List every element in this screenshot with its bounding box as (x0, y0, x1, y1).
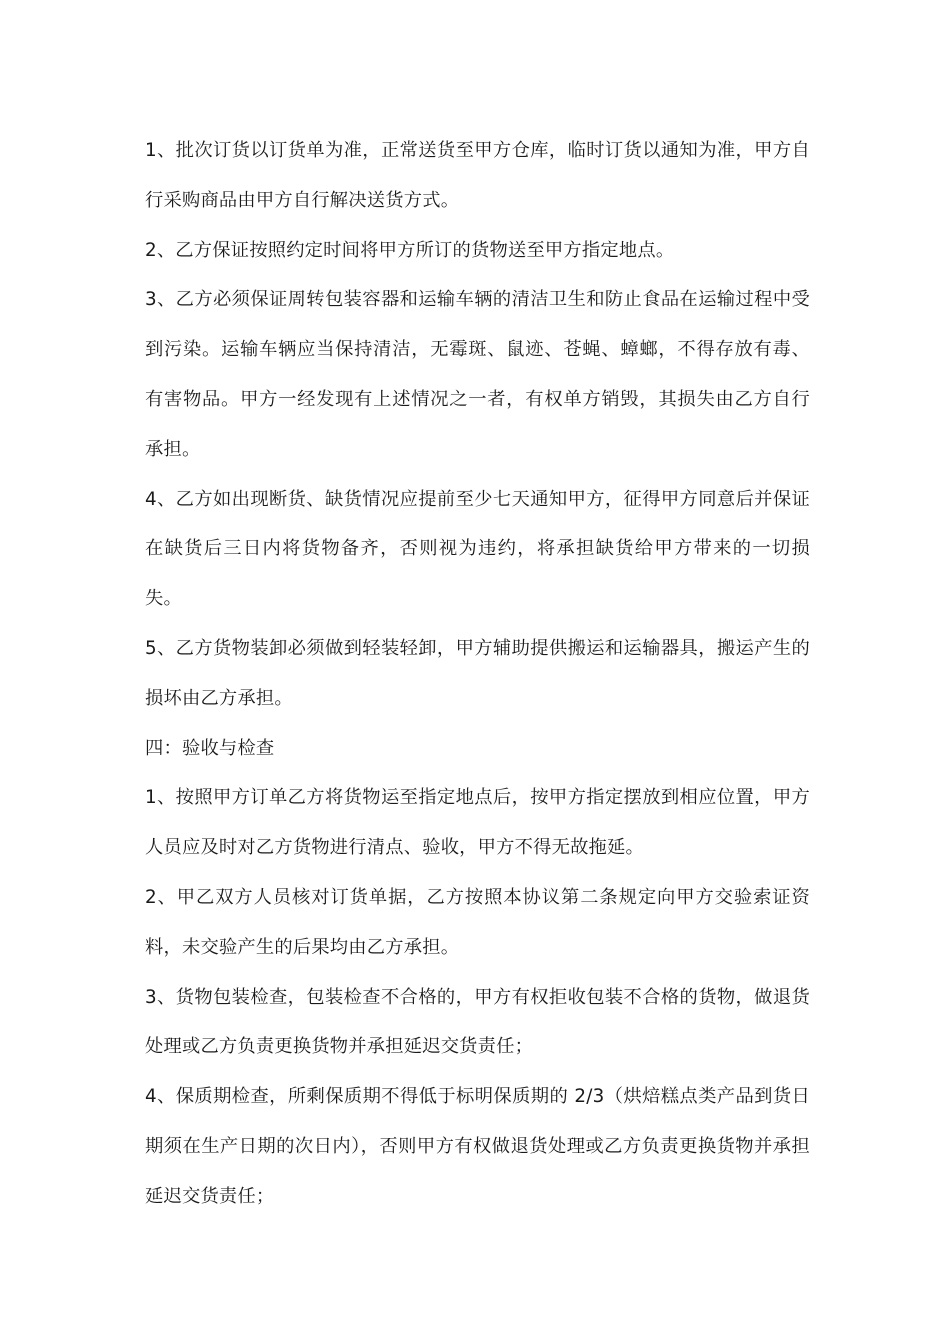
inspection-clause-3-paragraph: 3、货物包装检查，包装检查不合格的，甲方有权拒收包装不合格的货物，做退货处理或乙方负责更换货物并承担延迟交货责任； (145, 986, 810, 1058)
section-heading: 四：验收与检查 (145, 737, 275, 759)
inspection-clause-1-paragraph: 1、按照甲方订单乙方将货物运至指定地点后，按甲方指定摆放到相应位置，甲方人员应及时对乙方货物进行清点、验收，甲方不得无故拖延。 (145, 787, 810, 859)
clause-2-paragraph: 2、乙方保证按照约定时间将甲方所订的货物送至甲方指定地点。 (145, 239, 675, 261)
clause-3-paragraph: 3、乙方必须保证周转包装容器和运输车辆的清洁卫生和防止食品在运输过程中受到污染。运输车辆应当保持清洁，无霉斑、鼠迹、苍蝇、蟑螂，不得存放有毒、有害物品。甲方一经发现有上述情况之一者，有权单方销毁，其损失由乙方自行承担。 (145, 289, 810, 460)
inspection-clause-2-paragraph: 2、甲乙双方人员核对订货单据，乙方按照本协议第二条规定向甲方交验索证资料，未交验产生的后果均由乙方承担。 (145, 886, 810, 958)
clause-1-paragraph: 1、批次订货以订货单为准，正常送货至甲方仓库，临时订货以通知为准，甲方自行采购商品由甲方自行解决送货方式。 (145, 140, 810, 211)
clause-5-paragraph: 5、乙方货物装卸必须做到轻装轻卸，甲方辅助提供搬运和运输器具，搬运产生的损坏由乙方承担。 (145, 637, 810, 709)
document-body (145, 126, 810, 1222)
inspection-clause-4-paragraph: 4、保质期检查，所剩保质期不得低于标明保质期的 2/3（烘焙糕点类产品到货日期须在生产日期的次日内），否则甲方有权做退货处理或乙方负责更换货物并承担延迟交货责任； (145, 1086, 810, 1207)
clause-4-paragraph: 4、乙方如出现断货、缺货情况应提前至少七天通知甲方，征得甲方同意后并保证在缺货后三日内将货物备齐，否则视为违约，将承担缺货给甲方带来的一切损失。 (145, 488, 810, 610)
